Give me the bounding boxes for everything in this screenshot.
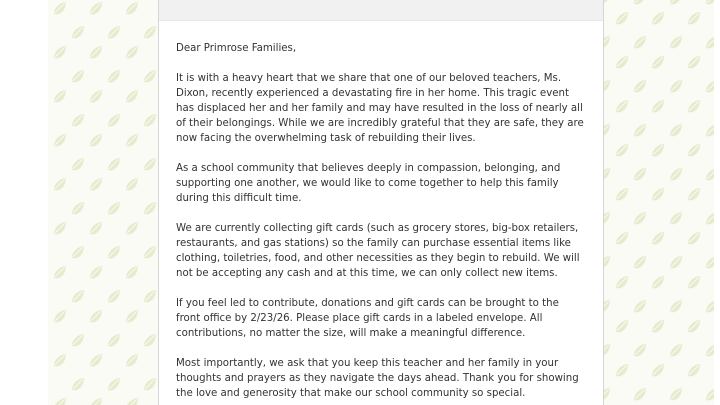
letter-paragraph-2: As a school community that believes deeply in compassion, belonging, and supporting one another, we would like to come together to help this family during this difficult time. bbox=[176, 163, 561, 204]
letter-paragraph-5: Most importantly, we ask that you keep this teacher and her family in your thoughts and prayers as they navigate the days ahead. Thank you for showing the love and generosity that make our school community so special. bbox=[176, 358, 579, 399]
letter-greeting: Dear Primrose Families, bbox=[176, 43, 297, 54]
leaf-pattern-left bbox=[48, 0, 158, 405]
leaf-icon bbox=[604, 0, 714, 405]
page-margin-left bbox=[0, 0, 48, 405]
leaf-pattern-right bbox=[604, 0, 714, 405]
leaf-icon bbox=[48, 0, 158, 405]
page-margin-right bbox=[714, 0, 720, 405]
letter-paragraph-3: We are currently collecting gift cards (such as grocery stores, big-box retailers, restaurants, and gas stations) so the family can purchase essential items like clothing, toiletries, food, and other necessities as they begin to rebuild. We will not be accepting any cash and at this time, we can only collect new items. bbox=[176, 223, 580, 279]
letter-paragraph-1: It is with a heavy heart that we share that one of our beloved teachers, Ms. Dixon, recently experienced a devastating fire in her home. This tragic event has displaced her and her family and may have resulted in the loss of nearly all of their belongings. While we are incredibly grateful that they are safe, they are now facing the overwhelming task of rebuilding their lives. bbox=[176, 73, 584, 144]
card-header-bar bbox=[159, 0, 603, 21]
letter-card bbox=[158, 0, 604, 405]
letter-body bbox=[159, 21, 603, 401]
letter-paragraph-4: If you feel led to contribute, donations and gift cards can be brought to the front office by 2/23/26. Please place gift cards in a labeled envelope. All contributions, no matter the size, will make a meaningful difference. bbox=[176, 298, 559, 339]
